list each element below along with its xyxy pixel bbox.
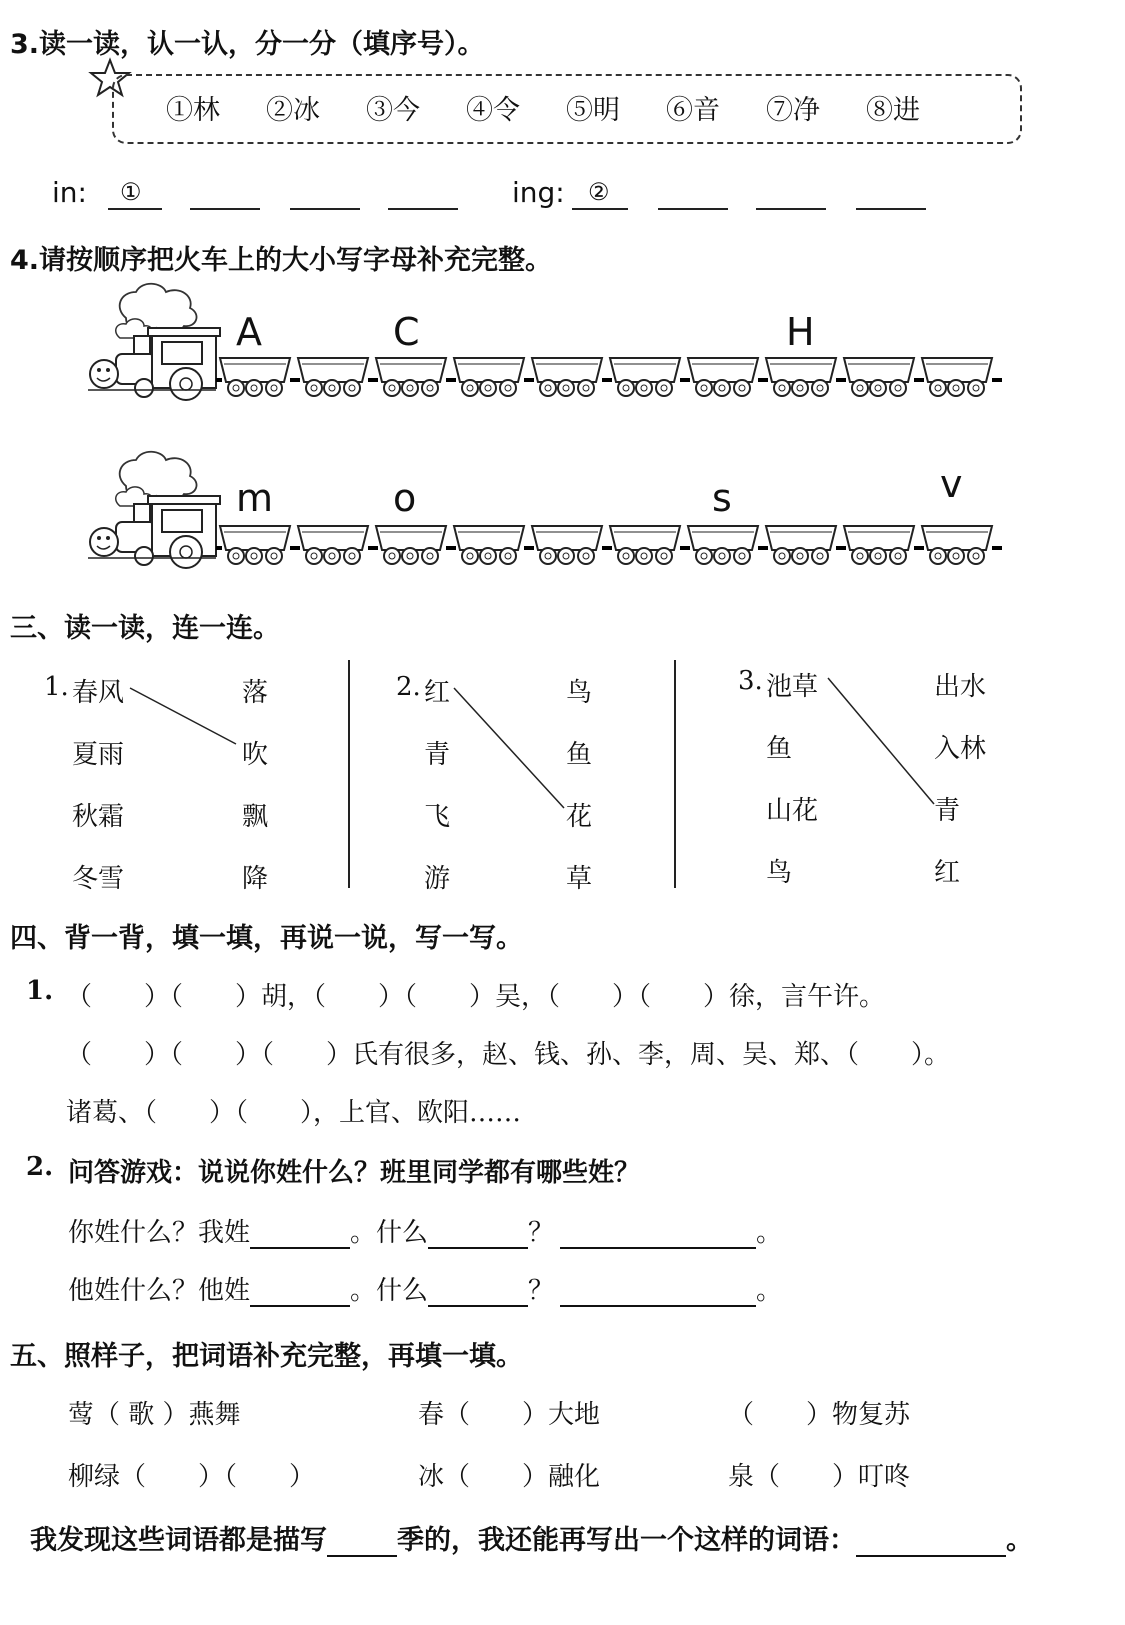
group2-right-2[interactable]: 鱼 (566, 740, 593, 770)
option-8: ⑧进 (866, 95, 920, 126)
idiom-6[interactable]: 泉（ ）叮咚 (728, 1462, 911, 1492)
train-letter-lower-o: o (393, 476, 417, 520)
qa-row-1-blank-what[interactable] (428, 1221, 528, 1249)
surname-line-2[interactable]: （ ）（ ）（ ）氏有很多，赵、钱、孙、李，周、吴、郑、（ ）。 (66, 1040, 951, 1070)
qa-row-1 (68, 1212, 782, 1249)
group1-right-1[interactable]: 落 (242, 678, 269, 708)
group2-number: 2. (396, 672, 421, 702)
option-1: ①林 (166, 95, 220, 126)
qa-row-2-qmark: ？ (528, 1276, 555, 1306)
extra-word-blank[interactable] (856, 1529, 1006, 1557)
qa-row-2-blank-answer[interactable] (560, 1279, 756, 1307)
qa-row-2-blank-surname[interactable] (250, 1279, 350, 1307)
surname-line-1[interactable]: （ ）（ ）胡，（ ）（ ）吴，（ ）（ ）徐，言午许。 (66, 982, 886, 1012)
qa-row-2-question: 他姓什么？他姓 (68, 1276, 251, 1306)
train-letter-lower-s: s (712, 476, 732, 520)
qa-row-2 (68, 1270, 782, 1307)
group1-right-4[interactable]: 降 (242, 864, 269, 894)
sec4-title: 四、背一背，填一填，再说一说，写一写。 (10, 923, 523, 954)
ing-example: ② (588, 178, 610, 206)
in-label: in: (52, 176, 87, 209)
q4-title: 4.请按顺序把火车上的大小写字母补充完整。 (10, 245, 553, 276)
group3-left-2[interactable]: 鱼 (766, 734, 793, 764)
finding-part-1: 我发现这些词语都是描写 (30, 1525, 327, 1556)
group2-left-3[interactable]: 飞 (424, 802, 451, 832)
train-letter-lower-v: v (940, 462, 963, 506)
sec3-title: 三、读一读，连一连。 (10, 613, 280, 644)
sec4-q1-number: 1. (26, 976, 54, 1006)
group1-left-1[interactable]: 春风 (72, 678, 125, 708)
match-line-3 (828, 678, 934, 804)
in-example: ① (120, 178, 142, 206)
train-letter-upper-h: H (786, 310, 815, 354)
idiom-4[interactable]: 柳绿（ ）（ ） (68, 1462, 316, 1492)
group1-left-4[interactable]: 冬雪 (72, 864, 125, 894)
group1-left-2[interactable]: 夏雨 (72, 740, 125, 770)
finding-sentence (30, 1518, 1033, 1557)
group2-right-3[interactable]: 花 (566, 802, 593, 832)
qa-row-1-qmark: ？ (528, 1218, 555, 1248)
sec4-q2-number: 2. (26, 1152, 54, 1182)
sec5-title: 五、照样子，把词语补充完整，再填一填。 (10, 1341, 523, 1372)
option-4: ④令 (466, 95, 520, 126)
group1-right-3[interactable]: 飘 (242, 802, 269, 832)
group2-left-4[interactable]: 游 (424, 864, 451, 894)
train-letter-upper-a: A (236, 310, 262, 354)
ing-label: ing: (512, 176, 565, 209)
idiom-5[interactable]: 冰（ ）融化 (418, 1462, 601, 1492)
group1-number: 1. (44, 672, 69, 702)
option-3: ③今 (366, 95, 420, 126)
group3-left-3[interactable]: 山花 (766, 796, 819, 826)
qa-row-1-end: 。 (756, 1218, 783, 1248)
q3-title: 3.读一读，认一认，分一分（填序号）。 (10, 29, 485, 60)
group3-left-1[interactable]: 池草 (766, 672, 819, 702)
qa-row-1-mid: 。什么 (350, 1218, 429, 1248)
option-2: ②冰 (266, 95, 320, 126)
group2-right-1[interactable]: 鸟 (566, 678, 593, 708)
qa-row-2-blank-what[interactable] (428, 1279, 528, 1307)
surname-line-3[interactable]: 诸葛、（ ）（ ），上官、欧阳…… (66, 1098, 522, 1128)
group3-right-3[interactable]: 青 (934, 796, 961, 826)
idiom-3[interactable]: （ ）物复苏 (728, 1400, 911, 1430)
train-letter-upper-c: C (393, 310, 420, 354)
option-6: ⑥音 (666, 95, 720, 126)
sec4-q2-title: 问答游戏：说说你姓什么？班里同学都有哪些姓？ (68, 1158, 641, 1188)
group3-right-4[interactable]: 红 (934, 858, 961, 888)
option-5: ⑤明 (566, 95, 620, 126)
match-line-2 (454, 688, 564, 808)
qa-row-2-end: 。 (756, 1276, 783, 1306)
group3-number: 3. (738, 666, 763, 696)
qa-row-1-blank-surname[interactable] (250, 1221, 350, 1249)
group3-right-1[interactable]: 出水 (934, 672, 987, 702)
group2-right-4[interactable]: 草 (566, 864, 593, 894)
group3-right-2[interactable]: 入林 (934, 734, 987, 764)
group3-left-4[interactable]: 鸟 (766, 858, 793, 888)
season-blank[interactable] (327, 1529, 397, 1557)
group1-right-2[interactable]: 吹 (242, 740, 269, 770)
qa-row-1-blank-answer[interactable] (560, 1221, 756, 1249)
qa-row-1-question: 你姓什么？我姓 (68, 1218, 251, 1248)
option-7: ⑦净 (766, 95, 820, 126)
finding-part-2: 季的，我还能再写出一个这样的词语： (397, 1525, 856, 1556)
train-letter-lower-m: m (236, 476, 274, 520)
match-line-1 (130, 688, 236, 744)
finding-part-3: 。 (1006, 1525, 1033, 1556)
qa-row-2-mid: 。什么 (350, 1276, 429, 1306)
idiom-1: 莺（ 歌 ）燕舞 (68, 1400, 241, 1430)
group2-left-2[interactable]: 青 (424, 740, 451, 770)
group1-left-3[interactable]: 秋霜 (72, 802, 125, 832)
group2-left-1[interactable]: 红 (424, 678, 451, 708)
idiom-2[interactable]: 春（ ）大地 (418, 1400, 601, 1430)
